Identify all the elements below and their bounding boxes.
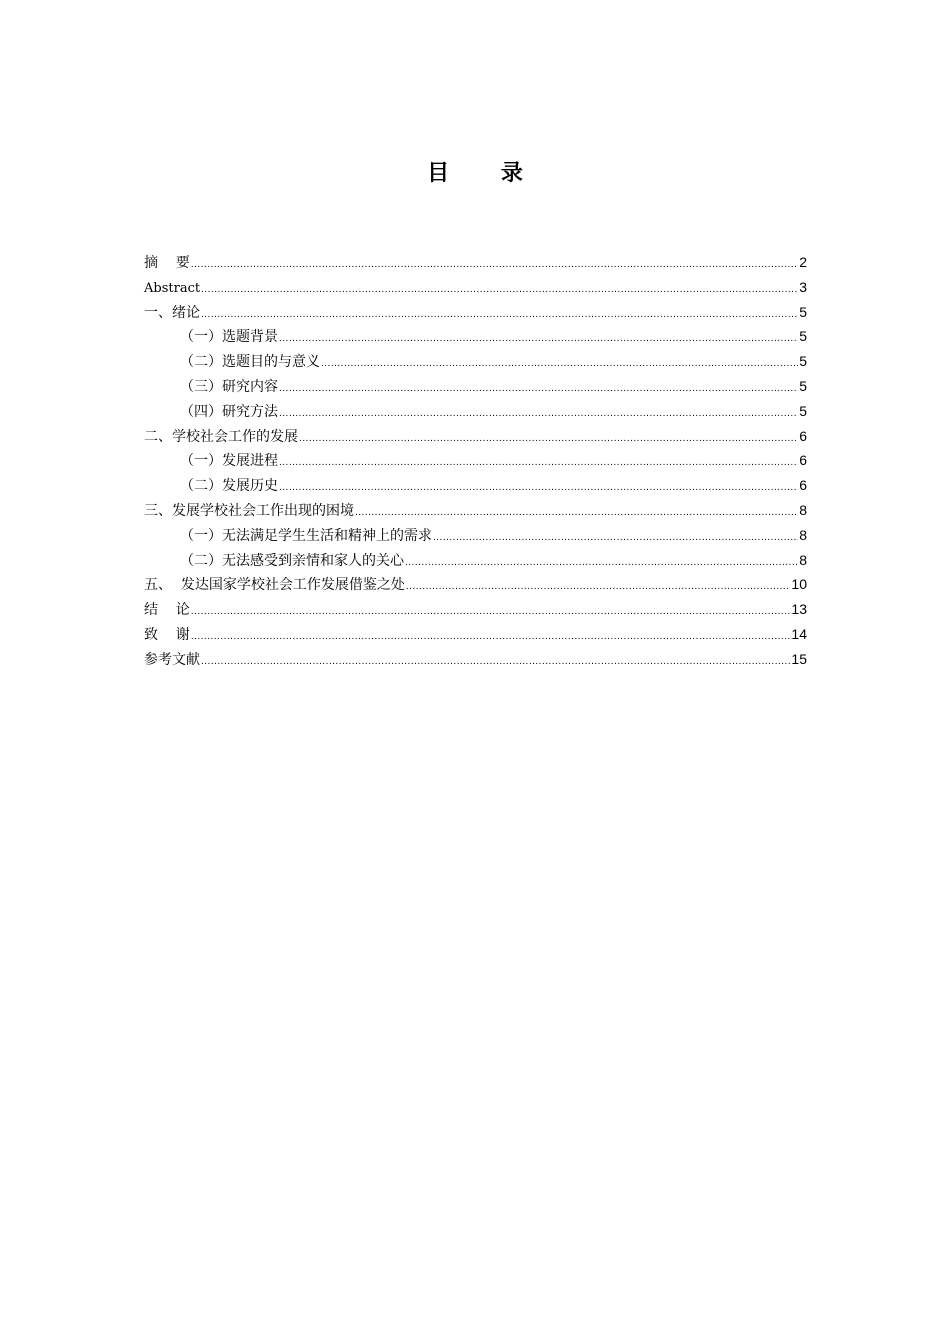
toc-entry-label: （一）发展进程	[180, 453, 278, 470]
toc-dot-leader	[279, 327, 798, 352]
toc-dot-leader	[433, 526, 798, 551]
toc-entry-chapter-2[interactable]	[144, 424, 807, 449]
toc-entry-page: 5	[799, 353, 807, 370]
toc-dot-leader	[191, 600, 791, 625]
toc-entry-label: （三）研究内容	[180, 378, 278, 395]
toc-entry-label: 五、 发达国家学校社会工作发展借鉴之处	[144, 577, 405, 594]
toc-entry-label: （二）无法感受到亲情和家人的关心	[180, 552, 404, 569]
toc-dot-leader	[201, 278, 798, 303]
toc-entry-label: 二、学校社会工作的发展	[144, 428, 298, 445]
toc-entry-label: 参考文献	[144, 651, 200, 668]
toc-dot-leader	[201, 650, 790, 675]
toc-entry-page: 2	[799, 254, 807, 270]
toc-entry-label: 三、发展学校社会工作出现的困境	[144, 502, 354, 519]
toc-entry-page: 6	[799, 452, 807, 469]
toc-entry-chapter-5[interactable]	[144, 572, 807, 597]
toc-entry-label: （一）选题背景	[180, 329, 278, 346]
toc-entry-label: 致 谢	[144, 626, 190, 643]
toc-entry-page: 13	[791, 601, 807, 618]
toc-dot-leader	[279, 402, 798, 427]
toc-entry-section-3-1[interactable]	[144, 523, 807, 548]
toc-entry-conclusion[interactable]	[144, 597, 807, 622]
toc-entry-page: 6	[799, 477, 807, 494]
toc-entry-page: 5	[799, 402, 807, 419]
toc-entry-references[interactable]	[144, 647, 807, 672]
toc-entry-page: 5	[799, 303, 807, 320]
toc-entry-section-1-1[interactable]	[144, 324, 807, 349]
toc-dot-leader	[405, 551, 798, 576]
toc-entry-page: 15	[791, 650, 807, 667]
toc-dot-leader	[191, 625, 791, 650]
toc-entry-acknowledgements[interactable]	[144, 622, 807, 647]
toc-entry-abstract-en[interactable]	[144, 275, 807, 300]
toc-dot-leader	[321, 352, 798, 377]
toc-entry-label: 结 论	[144, 602, 190, 619]
toc-dot-leader	[279, 451, 798, 476]
toc-entry-chapter-1[interactable]	[144, 300, 807, 325]
toc-entry-section-2-1[interactable]	[144, 448, 807, 473]
toc-entry-chapter-3[interactable]	[144, 498, 807, 523]
toc-entry-label: （一）无法满足学生生活和精神上的需求	[180, 527, 432, 544]
toc-entry-label: 一、绪论	[144, 304, 200, 321]
toc-dot-leader	[191, 253, 798, 278]
toc-dot-leader	[355, 501, 798, 526]
toc-title: 目 录	[427, 160, 545, 186]
toc-entry-page: 5	[799, 328, 807, 345]
toc-entry-page: 6	[799, 427, 807, 444]
toc-entry-section-1-2[interactable]	[144, 349, 807, 374]
toc-entry-page: 10	[791, 576, 807, 593]
toc-dot-leader	[299, 427, 798, 452]
toc-entry-page: 3	[799, 278, 807, 295]
toc-entry-label: （二）发展历史	[180, 478, 278, 495]
toc-dot-leader	[279, 377, 798, 402]
table-of-contents	[144, 250, 807, 672]
toc-entry-label: （二）选题目的与意义	[180, 354, 320, 371]
toc-entry-section-1-3[interactable]	[144, 374, 807, 399]
toc-dot-leader	[406, 575, 791, 600]
toc-dot-leader	[201, 303, 798, 328]
toc-entry-page: 14	[791, 625, 807, 642]
toc-entry-page: 8	[799, 501, 807, 518]
toc-entry-label: 摘 要	[144, 255, 190, 271]
toc-entry-section-3-2[interactable]	[144, 548, 807, 573]
toc-entry-label: Abstract	[144, 280, 201, 296]
toc-entry-page: 8	[799, 551, 807, 568]
toc-entry-section-2-2[interactable]	[144, 473, 807, 498]
toc-entry-page: 5	[799, 377, 807, 394]
toc-entry-section-1-4[interactable]	[144, 399, 807, 424]
toc-entry-abstract-cn[interactable]	[144, 250, 807, 275]
toc-entry-page: 8	[799, 526, 807, 543]
toc-dot-leader	[279, 476, 798, 501]
toc-entry-label: （四）研究方法	[180, 403, 278, 420]
